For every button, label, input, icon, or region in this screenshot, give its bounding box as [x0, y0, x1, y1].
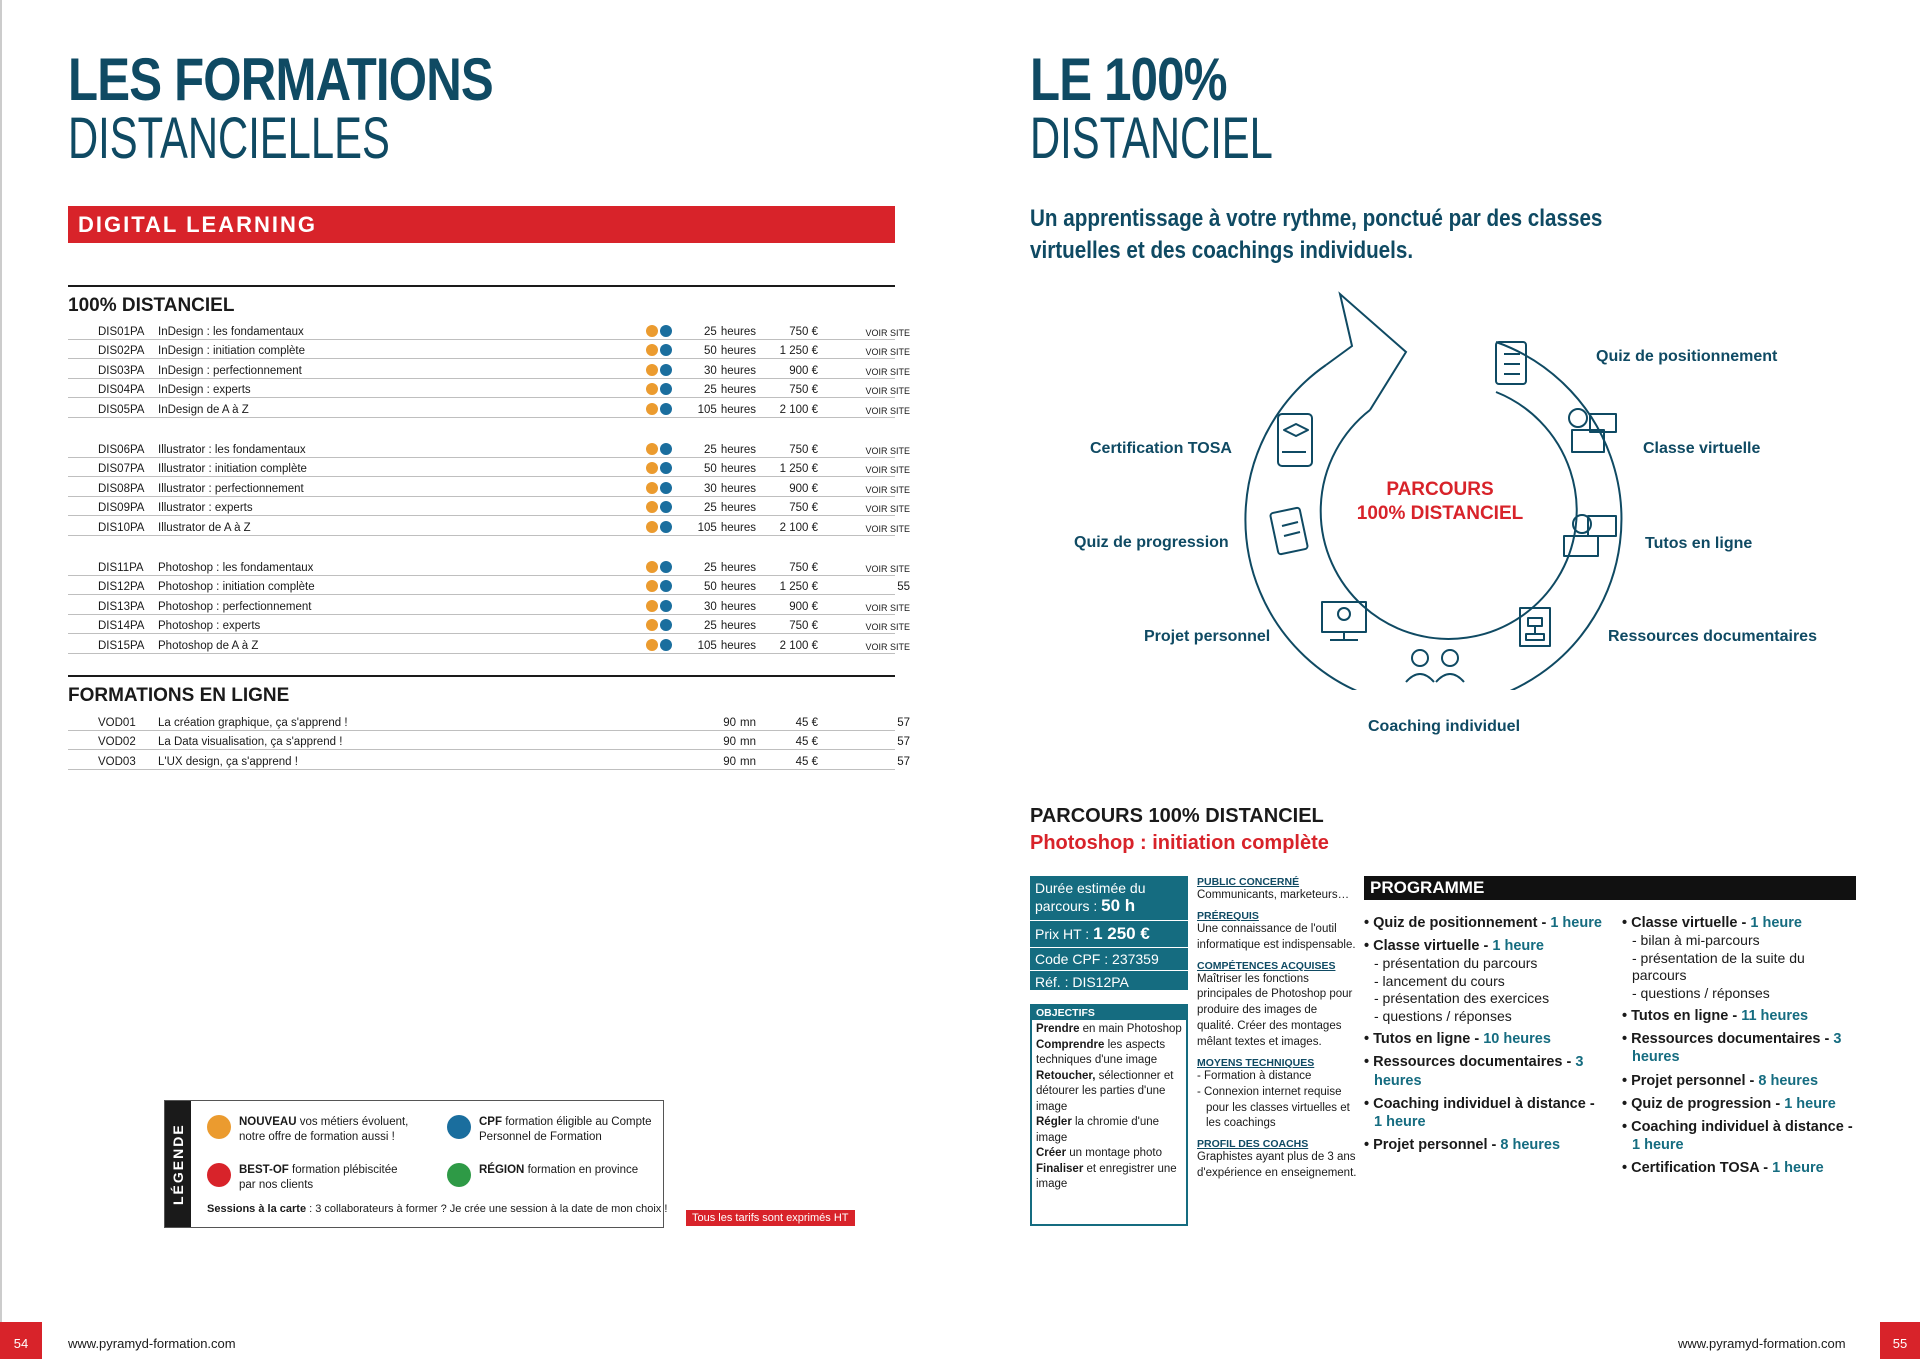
duration-unit: heures	[720, 561, 756, 574]
left-footer-url[interactable]: www.pyramyd-formation.com	[68, 1336, 236, 1351]
duration-value: 50	[704, 581, 717, 594]
course-table	[68, 320, 910, 654]
section-100-distanciel: 100% DISTANCIEL	[68, 285, 895, 317]
course-code: DIS07PA	[98, 463, 145, 476]
badge-dots	[646, 443, 672, 455]
online-table	[68, 711, 910, 770]
cpf-badge-icon	[660, 403, 672, 415]
legend-box	[164, 1100, 668, 1228]
cpf-badge-icon	[660, 501, 672, 513]
course-code: VOD03	[98, 755, 136, 768]
left-page-subtitle: DISTANCIELLES	[68, 106, 390, 171]
parcours-subtitle: Photoshop : initiation complète	[1030, 832, 1329, 854]
cycle-center-label: PARCOURS 100% DISTANCIEL	[1356, 479, 1524, 524]
cpf-badge-icon	[660, 619, 672, 631]
voir-site-link[interactable]: VOIR SITE	[865, 523, 910, 534]
cpf-badge-icon	[660, 325, 672, 337]
badge-dots	[646, 325, 672, 337]
cpf-badge-icon	[660, 561, 672, 573]
cpf-badge-icon	[660, 580, 672, 592]
duration-unit: mn	[740, 755, 756, 768]
course-code: VOD02	[98, 736, 136, 749]
duration-unit: heures	[720, 345, 756, 358]
course-code: VOD01	[98, 716, 136, 729]
programme-subitem: - questions / réponses	[1374, 1007, 1512, 1024]
table-row	[68, 438, 910, 458]
course-code: DIS08PA	[98, 482, 145, 495]
objectif-item: Finaliser et enregistrer une image	[1036, 1162, 1177, 1191]
badge-dots	[646, 482, 672, 494]
legend-tab: LÉGENDE	[165, 1101, 191, 1227]
course-price: 900 €	[789, 364, 818, 377]
course-duration	[674, 345, 756, 357]
voir-site-link[interactable]: VOIR SITE	[865, 484, 910, 495]
duration-unit: heures	[720, 521, 756, 534]
table-row	[68, 516, 910, 536]
programme-subitem: - présentation de la suite du parcours	[1632, 949, 1805, 984]
cycle-certification: Certification TOSA	[1090, 440, 1232, 457]
left-page-title: LES FORMATIONS	[68, 46, 493, 113]
voir-site-link[interactable]: VOIR SITE	[865, 602, 910, 613]
duration-value: 50	[704, 345, 717, 358]
course-price: 45 €	[795, 736, 818, 749]
table-row	[68, 340, 910, 360]
voir-site-link[interactable]: VOIR SITE	[865, 327, 910, 338]
duration-value: 30	[704, 600, 717, 613]
legend-cpf: CPF formation éligible au Compte Personnel de Formation	[447, 1115, 657, 1145]
programme-item: • Tutos en ligne - 11 heures	[1622, 1008, 1809, 1025]
cycle-tutos-en-ligne: Tutos en ligne	[1645, 535, 1753, 552]
course-code: DIS06PA	[98, 443, 145, 456]
legend-sessions: Sessions à la carte : 3 collaborateurs à former ? Je crée une session à la date de mon choix !	[207, 1203, 668, 1215]
badge-dots	[646, 462, 672, 474]
duration-unit: heures	[720, 443, 756, 456]
programme-col-2	[1622, 914, 1862, 1182]
course-title: Photoshop de A à Z	[158, 639, 259, 652]
course-duration	[674, 502, 756, 514]
cpf-badge-icon	[660, 521, 672, 533]
duration-value: 90	[723, 736, 737, 749]
duration-unit: heures	[720, 403, 756, 416]
page-edge-left	[0, 0, 2, 1359]
cycle-projet: Projet personnel	[1144, 628, 1271, 645]
badge-dots	[646, 639, 672, 651]
course-duration	[674, 640, 756, 652]
course-code: DIS15PA	[98, 639, 145, 652]
course-price: 900 €	[789, 482, 818, 495]
duration-value: 50	[704, 463, 717, 476]
programme-col-1	[1364, 914, 1604, 1159]
course-duration	[674, 562, 756, 574]
badge-dots	[646, 383, 672, 395]
cycle-ressources: Ressources documentaires	[1608, 628, 1817, 645]
duration-value: 30	[704, 364, 717, 377]
prereq-text: Une connaissance de l'outil informatique est indispensable.	[1197, 922, 1356, 951]
badge-dots	[646, 364, 672, 376]
course-title: Illustrator : experts	[158, 502, 253, 515]
objectifs-list	[1032, 1020, 1186, 1195]
voir-site-link[interactable]: VOIR SITE	[865, 641, 910, 652]
right-page-title: LE 100%	[1030, 46, 1227, 113]
course-title: InDesign : initiation complète	[158, 345, 306, 358]
programme-subitem: - présentation du parcours	[1374, 955, 1538, 972]
duration-value: 90	[723, 755, 737, 768]
prereq-head: PRÉREQUIS	[1197, 909, 1259, 922]
badge-dots	[646, 501, 672, 513]
course-duration	[674, 522, 756, 534]
programme-item: • Quiz de progression - 1 heure	[1622, 1095, 1836, 1112]
cycle-quiz-progression: Quiz de progression	[1074, 534, 1229, 551]
blue-dot-icon	[447, 1115, 471, 1139]
course-title: Photoshop : initiation complète	[158, 581, 315, 594]
right-page-number: 55	[1880, 1322, 1920, 1359]
course-code: DIS10PA	[98, 521, 145, 534]
nouveau-badge-icon	[646, 344, 658, 356]
course-price: 750 €	[789, 620, 818, 633]
nouveau-badge-icon	[646, 580, 658, 592]
course-price: 900 €	[789, 600, 818, 613]
course-title: Illustrator : initiation complète	[158, 463, 307, 476]
course-code: DIS05PA	[98, 403, 145, 416]
coaching-icon	[1406, 650, 1464, 682]
duration-value: 25	[704, 620, 717, 633]
duration-value: 25	[704, 325, 717, 338]
course-title: Photoshop : les fondamentaux	[158, 561, 314, 574]
cpf-badge-icon	[660, 364, 672, 376]
voir-site-link[interactable]: VOIR SITE	[865, 465, 910, 476]
table-row	[68, 595, 910, 615]
course-duration	[674, 444, 756, 456]
cpf-badge-icon	[660, 482, 672, 494]
duration-value: 25	[704, 384, 717, 397]
projet-icon	[1322, 602, 1366, 640]
nouveau-badge-icon	[646, 383, 658, 395]
nouveau-badge-icon	[646, 600, 658, 612]
moyens-text: - Formation à distance - Connexion internet requise pour les classes virtuelles et les coachings	[1197, 1069, 1350, 1130]
course-price: 750 €	[789, 384, 818, 397]
public-text: Communicants, marketeurs…	[1197, 889, 1350, 901]
duration-unit: heures	[720, 581, 756, 594]
info-box: Durée estimée du parcours : 50 h Prix HT : 1 250 € Code CPF : 237359 Réf. : DIS12PA	[1030, 876, 1188, 990]
certification-icon	[1278, 414, 1312, 466]
table-row	[68, 398, 910, 418]
table-row	[68, 634, 910, 654]
programme-item: • Ressources documentaires - 3 heures	[1622, 1031, 1842, 1066]
page-ref: 57	[897, 736, 910, 749]
voir-site-link[interactable]: VOIR SITE	[865, 504, 910, 515]
programme-subitem: - lancement du cours	[1374, 972, 1505, 989]
page-ref: 57	[897, 755, 910, 768]
intro-text: Un apprentissage à votre rythme, ponctué par des classes virtuelles et des coachings individuels.	[1030, 205, 1603, 265]
programme-item: • Coaching individuel à distance - 1 heure	[1622, 1118, 1853, 1153]
duration-value: 105	[697, 521, 717, 534]
course-price: 1 250 €	[779, 345, 818, 358]
duration-value: 105	[697, 639, 717, 652]
programme-item: • Projet personnel - 8 heures	[1364, 1136, 1561, 1153]
duration-unit: heures	[720, 364, 756, 377]
duration-value: 25	[704, 561, 717, 574]
duration-unit: heures	[720, 482, 756, 495]
nouveau-badge-icon	[646, 325, 658, 337]
nouveau-badge-icon	[646, 364, 658, 376]
duration-unit: heures	[720, 325, 756, 338]
objectifs-head: OBJECTIFS	[1032, 1006, 1186, 1020]
cycle-coaching: Coaching individuel	[1368, 718, 1521, 735]
course-code: DIS03PA	[98, 364, 145, 377]
voir-site-link[interactable]: VOIR SITE	[865, 622, 910, 633]
course-duration	[674, 326, 756, 338]
course-code: DIS12PA	[98, 581, 145, 594]
course-title: InDesign de A à Z	[158, 403, 249, 416]
course-price: 2 100 €	[779, 521, 818, 534]
course-duration	[674, 736, 756, 748]
badge-dots	[646, 619, 672, 631]
cpf-badge-icon	[660, 600, 672, 612]
table-row	[68, 750, 910, 770]
course-code: DIS11PA	[98, 561, 144, 574]
course-price: 1 250 €	[779, 581, 818, 594]
badge-dots	[646, 600, 672, 612]
course-price: 45 €	[795, 755, 818, 768]
course-title: Photoshop : experts	[158, 620, 261, 633]
course-title: InDesign : les fondamentaux	[158, 325, 304, 338]
course-code: DIS01PA	[98, 325, 145, 338]
programme-item: • Certification TOSA - 1 heure	[1622, 1160, 1824, 1176]
course-title: La Data visualisation, ça s'apprend !	[158, 736, 343, 749]
orange-dot-icon	[207, 1115, 231, 1139]
objectif-item: Retoucher, sélectionner et détourer les parties d'une image	[1036, 1069, 1174, 1113]
course-price: 45 €	[795, 716, 818, 729]
objectif-item: Prendre en main Photoshop	[1036, 1023, 1182, 1035]
objectif-item: Comprendre les aspects techniques d'une image	[1036, 1038, 1166, 1067]
cpf-badge-icon	[660, 443, 672, 455]
programme-subitem: - questions / réponses	[1632, 984, 1770, 1001]
programme-item: • Projet personnel - 8 heures	[1622, 1072, 1819, 1089]
course-duration	[674, 404, 756, 416]
red-dot-icon	[207, 1163, 231, 1187]
course-duration	[674, 581, 756, 593]
cpf-badge-icon	[660, 383, 672, 395]
voir-site-link[interactable]: VOIR SITE	[865, 366, 910, 377]
programme-subitem: - présentation des exercices	[1374, 990, 1550, 1007]
programme-item: • Classe virtuelle - 1 heure - bilan à mi-parcours - présentation de la suite du parcours - questions / réponses	[1622, 914, 1862, 1002]
badge-dots	[646, 403, 672, 415]
course-title: Illustrator : perfectionnement	[158, 482, 304, 495]
duration-unit: heures	[720, 620, 756, 633]
duration-value: 30	[704, 482, 717, 495]
legend-nouveau: NOUVEAU vos métiers évoluent, notre offre de formation aussi !	[207, 1115, 417, 1145]
virtual-class-icon	[1569, 409, 1616, 452]
nouveau-badge-icon	[646, 482, 658, 494]
nouveau-badge-icon	[646, 561, 658, 573]
cpf-badge-icon	[660, 462, 672, 474]
details-column	[1197, 876, 1357, 1182]
course-duration	[674, 483, 756, 495]
right-page-subtitle: DISTANCIEL	[1030, 106, 1273, 171]
voir-site-link[interactable]: VOIR SITE	[865, 445, 910, 456]
duration-unit: mn	[740, 716, 756, 729]
table-row	[68, 731, 910, 751]
competences-head: COMPÉTENCES ACQUISES	[1197, 959, 1336, 972]
badge-dots	[646, 344, 672, 356]
course-title: Illustrator : les fondamentaux	[158, 443, 306, 456]
green-dot-icon	[447, 1163, 471, 1187]
course-price: 2 100 €	[779, 639, 818, 652]
duration-unit: heures	[720, 502, 756, 515]
programme-item: • Classe virtuelle - 1 heure - présentation du parcours - lancement du cours - présentation des exercices - questions / réponses	[1364, 937, 1604, 1025]
programme-item: • Quiz de positionnement - 1 heure	[1364, 915, 1602, 931]
voir-site-link[interactable]: VOIR SITE	[865, 386, 910, 397]
page-ref: 55	[897, 581, 910, 594]
course-code: DIS13PA	[98, 600, 145, 613]
cycle-classe-virtuelle: Classe virtuelle	[1643, 440, 1761, 457]
badge-dots	[646, 521, 672, 533]
section-formations-en-ligne: FORMATIONS EN LIGNE	[68, 675, 895, 707]
table-row	[68, 497, 910, 517]
objectifs-box	[1030, 1004, 1188, 1226]
course-duration	[674, 463, 756, 475]
table-row	[68, 615, 910, 635]
page-ref: 57	[897, 716, 910, 729]
course-code: DIS09PA	[98, 502, 145, 515]
programme-head: PROGRAMME	[1364, 876, 1856, 900]
course-title: InDesign : perfectionnement	[158, 364, 302, 377]
course-duration	[674, 620, 756, 632]
nouveau-badge-icon	[646, 462, 658, 474]
duration-value: 105	[697, 403, 717, 416]
course-code: DIS02PA	[98, 345, 145, 358]
competences-text: Maîtriser les fonctions principales de Photoshop pour produire des images de qualité. Créer des montages mêlant textes et images.	[1197, 972, 1353, 1049]
course-title: Photoshop : perfectionnement	[158, 600, 312, 613]
objectif-item: Créer un montage photo	[1036, 1147, 1162, 1160]
course-price: 750 €	[789, 561, 818, 574]
duration-unit: heures	[720, 600, 756, 613]
legend-region: RÉGION formation en province	[447, 1163, 657, 1187]
course-price: 2 100 €	[779, 403, 818, 416]
cpf-badge-icon	[660, 344, 672, 356]
table-row	[68, 711, 910, 731]
quiz-progression-icon	[1270, 507, 1308, 554]
course-duration	[674, 601, 756, 613]
table-row	[68, 379, 910, 399]
course-duration	[674, 384, 756, 396]
badge-dots	[646, 580, 672, 592]
course-code: DIS04PA	[98, 384, 145, 397]
duration-unit: heures	[720, 463, 756, 476]
course-price: 750 €	[789, 502, 818, 515]
profil-text: Graphistes ayant plus de 3 ans d'expérience en enseignement.	[1197, 1151, 1357, 1180]
programme-item: • Coaching individuel à distance - 1 heure	[1364, 1095, 1595, 1130]
duration-unit: heures	[720, 639, 756, 652]
cpf-badge-icon	[660, 639, 672, 651]
programme-item: • Tutos en ligne - 10 heures	[1364, 1031, 1551, 1048]
programme-item: • Ressources documentaires - 3 heures	[1364, 1054, 1584, 1089]
course-duration	[674, 717, 756, 729]
objectif-item: Régler la chromie d'une image	[1036, 1116, 1160, 1144]
tarifs-note: Tous les tarifs sont exprimés HT	[686, 1210, 855, 1226]
left-page-number: 54	[0, 1322, 42, 1359]
table-row	[68, 458, 910, 478]
duration-value: 90	[723, 716, 737, 729]
nouveau-badge-icon	[646, 619, 658, 631]
duration-unit: heures	[720, 384, 756, 397]
cycle-quiz-positionnement: Quiz de positionnement	[1596, 348, 1778, 365]
badge-dots	[646, 561, 672, 573]
digital-learning-banner: DIGITAL LEARNING	[68, 206, 895, 243]
nouveau-badge-icon	[646, 443, 658, 455]
nouveau-badge-icon	[646, 403, 658, 415]
table-row	[68, 320, 910, 340]
moyens-head: MOYENS TECHNIQUES	[1197, 1056, 1315, 1069]
right-footer-url[interactable]: www.pyramyd-formation.com	[1678, 1336, 1846, 1351]
nouveau-badge-icon	[646, 639, 658, 651]
table-row	[68, 576, 910, 596]
programme-subitem: - bilan à mi-parcours	[1632, 932, 1760, 949]
nouveau-badge-icon	[646, 501, 658, 513]
course-title: Illustrator de A à Z	[158, 521, 251, 534]
parcours-title: PARCOURS 100% DISTANCIEL	[1030, 805, 1324, 827]
legend-best-of: BEST-OF formation plébiscitée par nos clients	[207, 1163, 417, 1193]
table-row	[68, 359, 910, 379]
course-price: 1 250 €	[779, 463, 818, 476]
course-title: L'UX design, ça s'apprend !	[158, 755, 298, 768]
duration-value: 25	[704, 502, 717, 515]
course-price: 750 €	[789, 325, 818, 338]
tutos-icon	[1564, 515, 1616, 556]
public-head: PUBLIC CONCERNÉ	[1197, 876, 1300, 888]
table-row	[68, 556, 910, 576]
course-duration	[674, 365, 756, 377]
course-title: La création graphique, ça s'apprend !	[158, 716, 348, 729]
table-row	[68, 477, 910, 497]
voir-site-link[interactable]: VOIR SITE	[865, 405, 910, 416]
course-price: 750 €	[789, 443, 818, 456]
course-code: DIS14PA	[98, 620, 145, 633]
course-title: InDesign : experts	[158, 384, 251, 397]
voir-site-link[interactable]: VOIR SITE	[865, 347, 910, 358]
course-duration	[674, 756, 756, 768]
profil-head: PROFIL DES COACHS	[1197, 1138, 1309, 1151]
duration-value: 25	[704, 443, 717, 456]
voir-site-link[interactable]: VOIR SITE	[865, 563, 910, 574]
nouveau-badge-icon	[646, 521, 658, 533]
duration-unit: mn	[740, 736, 756, 749]
